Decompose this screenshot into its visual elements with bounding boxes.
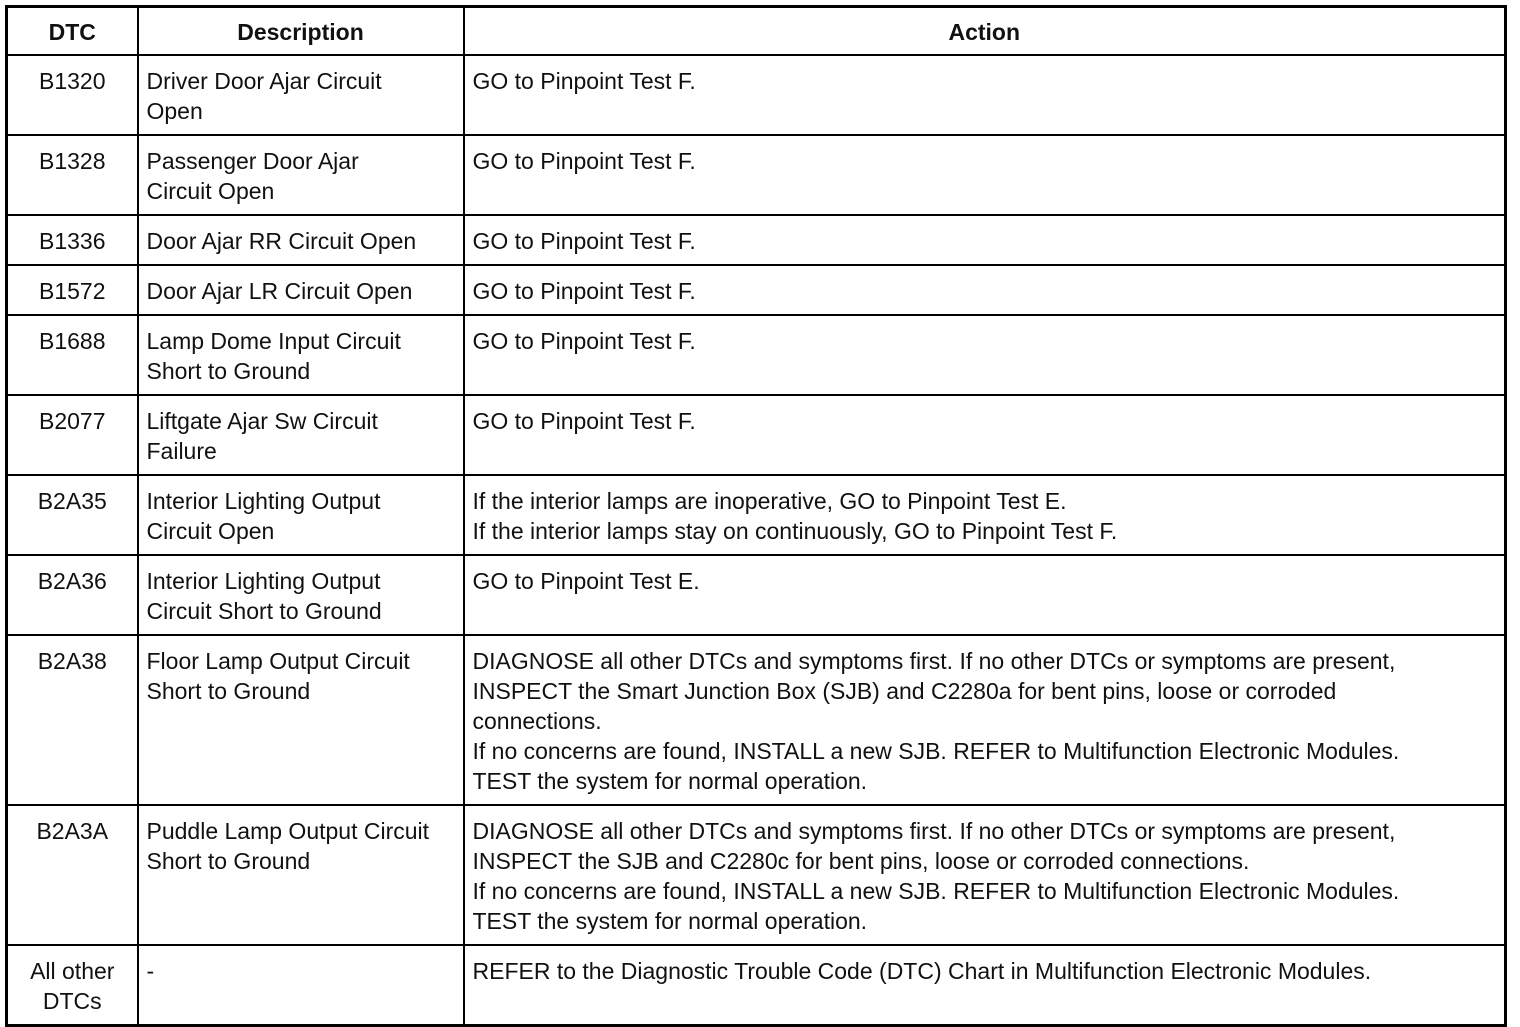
dtc-cell: B2A36	[7, 555, 138, 635]
table-row	[7, 635, 1506, 805]
dtc-cell: B1320	[7, 55, 138, 135]
action-cell: GO to Pinpoint Test F.	[464, 55, 1506, 135]
dtc-cell: B2A38	[7, 635, 138, 805]
dtc-cell: B1688	[7, 315, 138, 395]
action-cell: REFER to the Diagnostic Trouble Code (DTC) Chart in Multifunction Electronic Modules.	[464, 945, 1506, 1026]
dtc-cell: B2A35	[7, 475, 138, 555]
action-cell: GO to Pinpoint Test E.	[464, 555, 1506, 635]
description-cell: Interior Lighting Output Circuit Open	[138, 475, 464, 555]
action-cell: GO to Pinpoint Test F.	[464, 395, 1506, 475]
description-cell: Door Ajar LR Circuit Open	[138, 265, 464, 315]
action-cell: If the interior lamps are inoperative, GO to Pinpoint Test E. If the interior lamps stay on continuously, GO to Pinpoint Test F.	[464, 475, 1506, 555]
table-row	[7, 55, 1506, 135]
table-row	[7, 945, 1506, 1026]
table-row	[7, 555, 1506, 635]
dtc-cell: B2077	[7, 395, 138, 475]
table-row	[7, 215, 1506, 265]
dtc-cell: B2A3A	[7, 805, 138, 945]
header-action: Action	[464, 7, 1506, 56]
table-row	[7, 135, 1506, 215]
dtc-cell: B1328	[7, 135, 138, 215]
action-cell: GO to Pinpoint Test F.	[464, 265, 1506, 315]
description-cell: Driver Door Ajar Circuit Open	[138, 55, 464, 135]
header-row	[7, 7, 1506, 56]
description-cell: Floor Lamp Output Circuit Short to Ground	[138, 635, 464, 805]
dtc-table	[5, 5, 1507, 1027]
header-description: Description	[138, 7, 464, 56]
header-dtc: DTC	[7, 7, 138, 56]
action-cell: GO to Pinpoint Test F.	[464, 135, 1506, 215]
description-cell: Liftgate Ajar Sw Circuit Failure	[138, 395, 464, 475]
table-row	[7, 315, 1506, 395]
action-cell: DIAGNOSE all other DTCs and symptoms first. If no other DTCs or symptoms are present, INSPECT the Smart Junction Box (SJB) and C2280a for bent pins, loose or corroded connections. If no concerns are found, INSTALL a new SJB. REFER to Multifunction Electronic Modules. TEST the system for normal operation.	[464, 635, 1506, 805]
dtc-cell: All other DTCs	[7, 945, 138, 1026]
description-cell: Door Ajar RR Circuit Open	[138, 215, 464, 265]
description-cell: -	[138, 945, 464, 1026]
dtc-cell: B1336	[7, 215, 138, 265]
table-row	[7, 805, 1506, 945]
dtc-cell: B1572	[7, 265, 138, 315]
action-cell: GO to Pinpoint Test F.	[464, 315, 1506, 395]
action-cell: DIAGNOSE all other DTCs and symptoms first. If no other DTCs or symptoms are present, INSPECT the SJB and C2280c for bent pins, loose or corroded connections. If no concerns are found, INSTALL a new SJB. REFER to Multifunction Electronic Modules. TEST the system for normal operation.	[464, 805, 1506, 945]
table-row	[7, 475, 1506, 555]
description-cell: Lamp Dome Input Circuit Short to Ground	[138, 315, 464, 395]
table-row	[7, 265, 1506, 315]
action-cell: GO to Pinpoint Test F.	[464, 215, 1506, 265]
description-cell: Puddle Lamp Output Circuit Short to Ground	[138, 805, 464, 945]
table-row	[7, 395, 1506, 475]
description-cell: Passenger Door Ajar Circuit Open	[138, 135, 464, 215]
description-cell: Interior Lighting Output Circuit Short to Ground	[138, 555, 464, 635]
